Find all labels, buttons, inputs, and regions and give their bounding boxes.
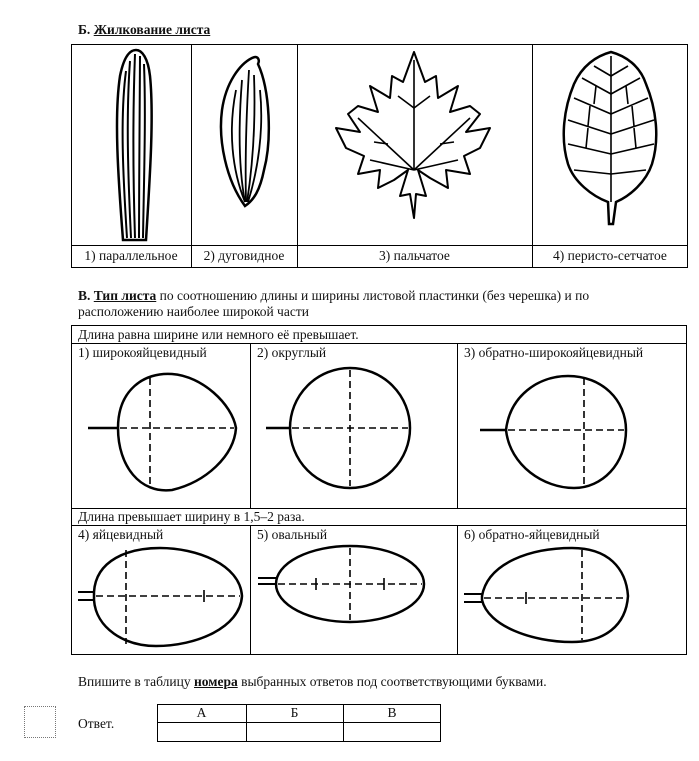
ovate-shape-image	[76, 544, 248, 652]
section-v-title: Тип листа	[93, 288, 157, 303]
section-v-heading-line2: расположению наиболее широкой части	[78, 304, 309, 319]
shape-label-obovate: 6) обратно-яйцевидный	[464, 527, 600, 542]
pinnate-leaf-image	[556, 48, 666, 228]
answer-cell-b[interactable]	[247, 723, 342, 741]
group1-caption: Длина равна ширине или немного её превышает.	[78, 327, 359, 342]
venation-caption-divider	[71, 245, 688, 246]
palmate-leaf-image	[330, 48, 500, 228]
col-divider	[457, 343, 458, 509]
col-divider	[250, 525, 251, 655]
section-v-letter: В.	[78, 288, 91, 303]
col-divider	[457, 525, 458, 655]
venation-col-divider	[297, 44, 298, 268]
parallel-leaf-image	[100, 46, 170, 244]
shape-label-ovate: 4) яйцевидный	[78, 527, 164, 542]
col-divider	[250, 343, 251, 509]
instruction-text	[78, 674, 547, 690]
shape-label-oval: 5) овальный	[257, 527, 328, 542]
venation-label-palmate: 3) пальчатое	[379, 248, 450, 263]
answer-header-v: В	[387, 705, 397, 720]
round-shape-image	[264, 364, 424, 504]
section-v-heading-line1	[78, 288, 589, 304]
instruction-emphasis: номера	[194, 674, 238, 689]
answer-cell-v[interactable]	[344, 723, 440, 741]
venation-col-divider	[532, 44, 533, 268]
group2-caption: Длина превышает ширину в 1,5–2 раза.	[78, 509, 305, 524]
shape-label-round: 2) округлый	[257, 345, 327, 360]
shape-label-broad-ovate: 1) широкояйцевидный	[78, 345, 207, 360]
row-divider	[71, 525, 687, 526]
answer-cell-a[interactable]	[158, 723, 245, 741]
answer-header-b: Б	[290, 705, 299, 720]
instruction-before: Впишите в таблицу	[78, 674, 194, 689]
section-b-title: Жилкование листа	[93, 22, 211, 37]
broad-ovate-shape-image	[84, 364, 244, 504]
venation-col-divider	[191, 44, 192, 268]
venation-label-arcuate: 2) дуговидное	[203, 248, 285, 263]
row-divider	[71, 343, 687, 344]
obovate-shape-image	[462, 540, 638, 648]
shape-label-broad-obovate: 3) обратно-широкояйцевидный	[464, 345, 644, 360]
section-b-heading	[78, 22, 210, 38]
broad-obovate-shape-image	[478, 364, 648, 504]
arcuate-leaf-image	[212, 50, 278, 210]
venation-label-pinnate: 4) перисто-сетчатое	[553, 248, 667, 263]
venation-label-parallel: 1) параллельное	[84, 248, 178, 263]
answer-header-a: А	[196, 705, 207, 720]
answer-checkbox[interactable]	[24, 706, 56, 738]
answer-label: Ответ.	[78, 716, 115, 731]
oval-shape-image	[256, 540, 432, 636]
instruction-after: выбранных ответов под соответствующими буквами.	[237, 674, 547, 689]
section-b-letter: Б.	[78, 22, 91, 37]
section-v-description: по соотношению длины и ширины листовой пластинки (без черешка) и по	[159, 288, 590, 303]
